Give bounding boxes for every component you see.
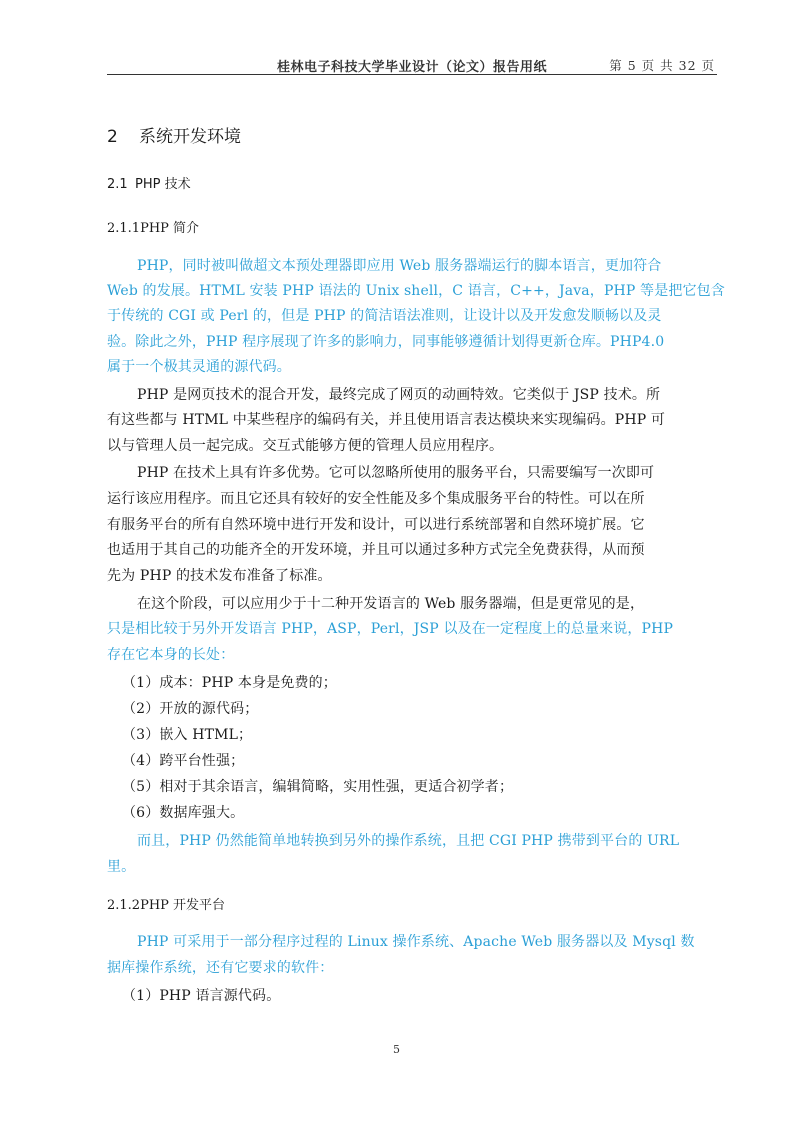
paragraph-line: 存在它本身的长处： (107, 647, 235, 663)
paragraph-line: 于传统的 CGI 或 Perl 的，但是 PHP 的简洁语法准则，让设计以及开发愈发顺畅以及灵 (107, 308, 662, 324)
list-item: （4）跨平台性强； (122, 753, 245, 769)
paragraph-line: PHP 是网页技术的混合开发，最终完成了网页的动画特效。它类似于 JSP 技术。所 (137, 387, 661, 403)
chapter-number: 2 (107, 127, 118, 147)
header-title: 桂林电子科技大学毕业设计（论文）报告用纸 (277, 60, 548, 75)
paragraph-line: 里。 (107, 859, 136, 875)
header-page-count: 第 5 页 共 32 页 (609, 58, 715, 73)
paragraph-line: 属于一个极其灵通的源代码。 (107, 359, 291, 375)
paragraph-line: 只是相比较于另外开发语言 PHP，ASP，Perl，JSP 以及在一定程度上的总量来说，PHP (107, 621, 674, 637)
paragraph-line: PHP 可采用于一部分程序过程的 Linux 操作系统、Apache Web 服务器以及 Mysql 数 (137, 934, 695, 950)
page-header (107, 56, 717, 74)
paragraph-line: PHP 在技术上具有许多优势。它可以忽略所使用的服务平台，只需要编写一次即可 (137, 465, 655, 481)
header-rule (107, 74, 717, 75)
section-number: 2.1 (107, 177, 128, 192)
paragraph-line: Web 的发展。HTML 安装 PHP 语法的 Unix shell，C 语言，C++，Java，PHP 等是把它包含 (107, 283, 725, 299)
paragraph-line: 而且，PHP 仍然能简单地转换到另外的操作系统，且把 CGI PHP 携带到平台的 URL (137, 833, 680, 849)
paragraph-line: 据库操作系统，还有它要求的软件： (107, 960, 334, 976)
paragraph-line: 先为 PHP 的技术发布准备了标准。 (107, 568, 332, 584)
paragraph-line: 以与管理人员一起完成。交互式能够方便的管理人员应用程序。 (107, 438, 504, 454)
chapter-title: 系统开发环境 (139, 127, 241, 147)
list-item: （5）相对于其余语言，编辑简略，实用性强，更适合初学者； (122, 779, 514, 795)
section-heading (107, 173, 191, 192)
paragraph-line: 在这个阶段，可以应用少于十二种开发语言的 Web 服务器端，但是更常见的是， (137, 596, 645, 612)
list-item: （3）嵌入 HTML； (122, 727, 253, 743)
paragraph-line: 运行该应用程序。而且它还具有较好的安全性能及多个集成服务平台的特性。可以在所 (107, 491, 645, 507)
page-number: 5 (393, 1043, 400, 1056)
list-item: （1）成本：PHP 本身是免费的； (122, 675, 337, 691)
chapter-heading (107, 122, 241, 147)
list-item: （1）PHP 语言源代码。 (122, 988, 281, 1004)
subsection-heading-platform: 2.1.2PHP 开发平台 (107, 898, 226, 913)
paragraph-line: 有服务平台的所有自然环境中进行开发和设计，可以进行系统部署和自然环境扩展。它 (107, 517, 645, 533)
section-title: PHP 技术 (135, 177, 191, 192)
subsection-heading-intro: 2.1.1PHP 简介 (107, 221, 200, 236)
paragraph-line: PHP，同时被叫做超文本预处理器即应用 Web 服务器端运行的脚本语言，更加符合 (137, 258, 662, 274)
paragraph-line: 也适用于其自己的功能齐全的开发环境，并且可以通过多种方式完全免费获得，从而预 (107, 542, 645, 558)
list-item: （2）开放的源代码； (122, 701, 259, 717)
list-item: （6）数据库强大。 (122, 805, 245, 821)
paragraph-line: 有这些都与 HTML 中某些程序的编码有关，并且使用语言表达模块来实现编码。PHP 可 (107, 412, 666, 428)
paragraph-line: 验。除此之外，PHP 程序展现了许多的影响力，同事能够遵循计划得更新仓库。PHP4.0 (107, 334, 665, 350)
